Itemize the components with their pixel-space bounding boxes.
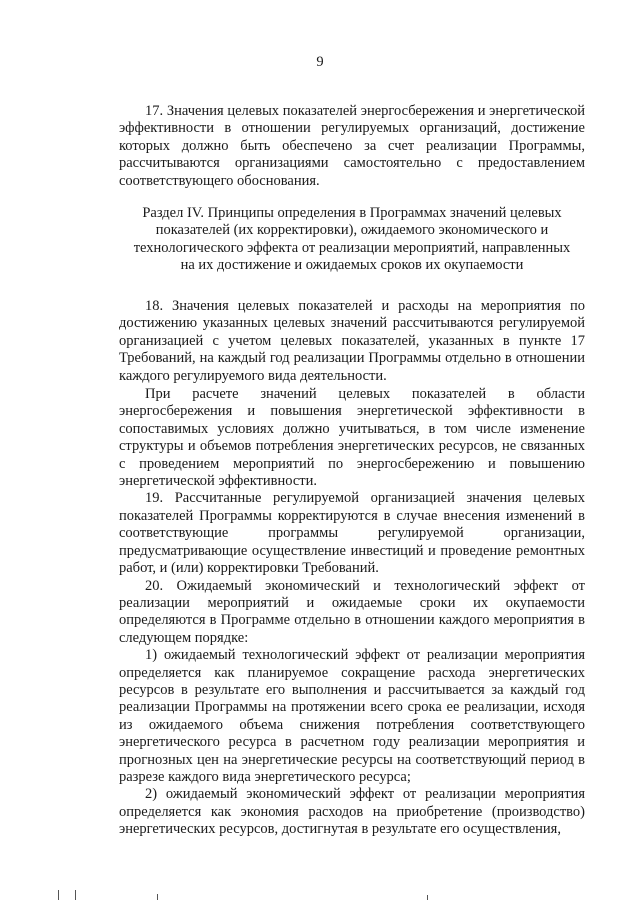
scan-artifacts xyxy=(0,890,640,902)
page-number: 9 xyxy=(316,54,324,70)
paragraph-20-item-1: 1) ожидаемый технологический эффект от реализации мероприятия определяется как планируемое сокращение расхода энергетических ресурсов в результате его выполнения и рассчитывается за каждый год реализации Программы на протяжении всего срока ее реализации, исходя из ожидаемого объема снижения потребления соответствующего энергетического ресурса в расчетном году реализации мероприятия и прогнозных цен на энергетические ресурсы на соответствующий период в разрезе каждого вида энергетического ресурса; xyxy=(119,647,585,785)
paragraph-20: 20. Ожидаемый экономический и технологический эффект от реализации мероприятий и ожидаемые сроки их окупаемости определяются в Программе отдельно в отношении каждого мероприятия в следующем порядке: xyxy=(119,577,585,646)
scan-mark xyxy=(427,895,428,900)
section-heading-line: показателей (их корректировки), ожидаемого экономического и xyxy=(155,222,549,239)
scan-mark xyxy=(58,890,59,900)
paragraph-18-continuation: При расчете значений целевых показателей в области энергосбережения и повышения энергетической эффективности в сопоставимых условиях должно учитываться, в том числе изменение структуры и объемов потребления энергетических ресурсов, не связанных с проведением мероприятий по энергосбережению и повышению энергетической эффективности. xyxy=(119,386,585,490)
paragraph-17-block xyxy=(119,103,585,190)
paragraph-19: 19. Рассчитанные регулируемой организацией значения целевых показателей Программы корректируются в случае внесения изменений в соответствующие программы регулируемой организации, предусматривающие осуществление инвестиций и проведение ремонтных работ, и (или) корректировки Требований. xyxy=(119,490,585,577)
section-heading xyxy=(119,205,585,275)
section-heading-line: Раздел IV. Принципы определения в Программах значений целевых xyxy=(142,205,562,221)
main-text-block xyxy=(119,298,585,839)
paragraph-18: 18. Значения целевых показателей и расходы на мероприятия по достижению указанных целевых значений рассчитываются регулируемой организацией с учетом целевых показателей, указанных в пункте 17 Требований, на каждый год реализации Программы отдельно в отношении каждого регулируемого вида деятельности. xyxy=(119,298,585,384)
scan-mark xyxy=(75,890,76,900)
section-heading-line: на их достижение и ожидаемых сроков их окупаемости xyxy=(180,257,524,274)
paragraph-17: 17. Значения целевых показателей энергосбережения и энергетической эффективности в отношении регулируемых организаций, достижение которых должно быть обеспечено за счет реализации Программы, рассчитываются организациями самостоятельно с предоставлением соответствующего обоснования. xyxy=(119,103,585,189)
section-heading-line: технологического эффекта от реализации мероприятий, направленных xyxy=(133,239,571,256)
scan-mark xyxy=(157,894,158,900)
paragraph-20-item-2: 2) ожидаемый экономический эффект от реализации мероприятия определяется как экономия расходов на приобретение (производство) энергетических ресурсов, достигнутая в результате его осуществления, xyxy=(119,786,585,838)
